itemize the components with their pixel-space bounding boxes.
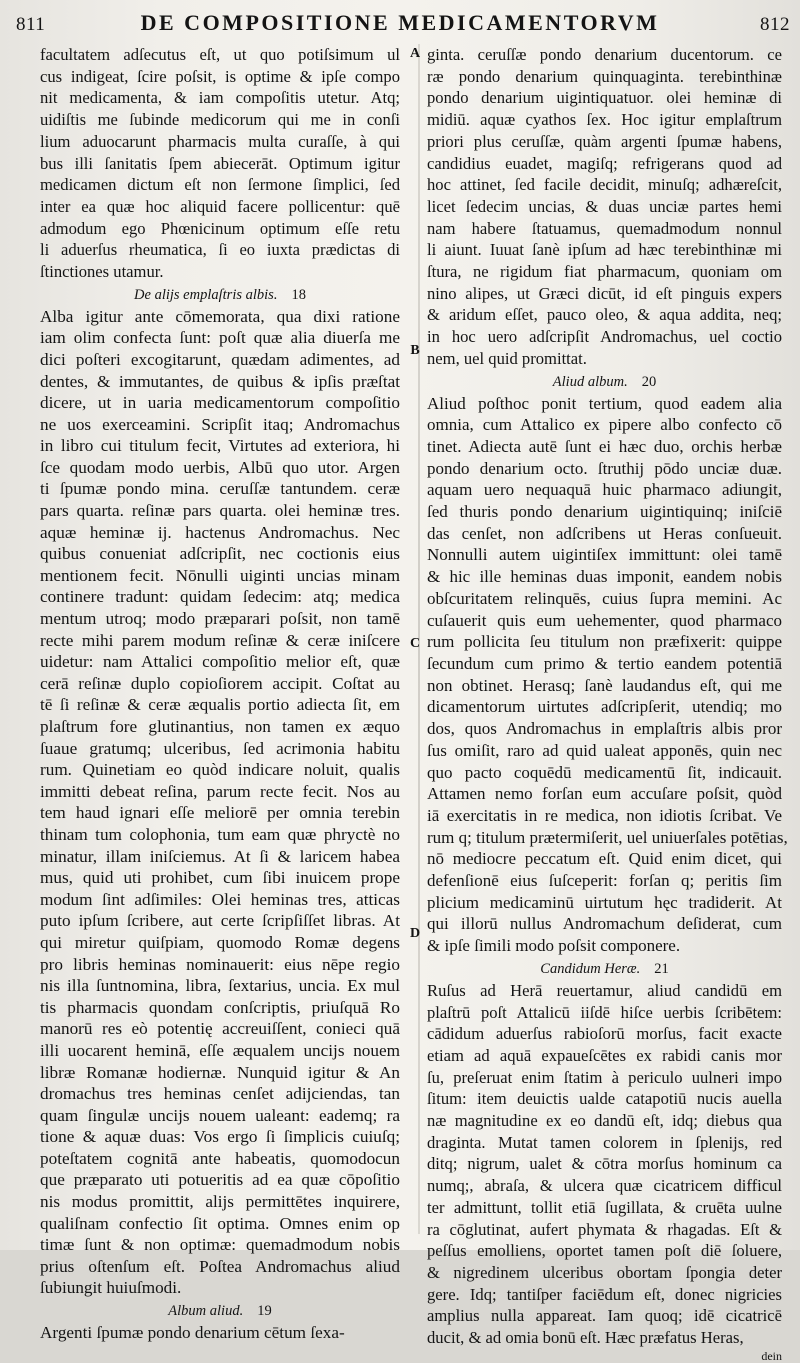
text-line: priori plus ceruſſæ, quàm argenti ſpumæ habens, [427, 131, 782, 151]
text-line: ſu, preſeruat enim ſtatim à periculo uulneri impo [427, 1067, 782, 1087]
text-line: ginta. ceruſſæ pondo denarium ducentorum. ce [427, 45, 782, 64]
text-line: ſuaue gratumq; ulceribus, ſed acrimonia habitu [40, 738, 400, 758]
text-line: plicium medicaminū uirtutum hęc tradiderit. At [427, 892, 782, 912]
text-line: puto ipſum ſcribere, aut certe ſcripſiſſet libras. At [40, 911, 400, 931]
text-line: amplius nulla appareat. Iam quoq; idē cicatricē [427, 1306, 782, 1326]
text-line: dici poſteri excogitarunt, quædam adimentes, ad [40, 349, 400, 369]
text-line: tem haud ignari eſſe meliorē per omnia terebin [40, 803, 400, 823]
text-line: næ magnitudine ex eo dandū eſt, idq; diebus qua [427, 1111, 782, 1131]
text-line: ſtinctiones utamur. [40, 262, 164, 282]
text-line: iam olim confecta ſunt: poſt quæ alia diuerſa me [40, 328, 400, 348]
text-line: cus indigeat, ſcire poſsit, is optime & ipſe compo [40, 66, 400, 86]
text-line: quam ſingulæ uncijs nouem ualeant: eademq; ra [40, 1105, 400, 1125]
right-paragraph-1 [427, 44, 782, 370]
text-line: peſſus emolliens, oportet tamen poſt diē ſoluere, [427, 1241, 782, 1261]
text-line: dicamentorum uirtutes adſcripſerit, utendiq; mo [427, 697, 782, 717]
text-line: illi uocarent heminā, eſſe æqualem uncijs nouem [40, 1040, 400, 1060]
text-line: cuſauerit quis eum uehementer, quod pharmaco [427, 610, 782, 630]
margin-letter-a: A [409, 46, 421, 61]
section-number: 20 [641, 373, 657, 390]
text-line: medicamen dictum eſt non ſermone ſimplici, ſed [40, 175, 400, 195]
text-line: ducit, & ad omia bonū eſt. Hæc præfatus Heras, [427, 1328, 744, 1348]
page-number-right: 812 [760, 14, 790, 35]
text-line: cādidum aduerſus rabioſorū morſus, facit exacte [427, 1024, 782, 1044]
text-line: lium aduocarunt pharmacis multa curaſſe, à qui [40, 131, 400, 151]
text-line: bus illi ſanitatis ſpem abiecerāt. Optimum igitur [40, 153, 400, 173]
section-title: Aliud album. [552, 373, 628, 390]
text-line: modum ſint adſimiles: Olei heminas tres, atticas [40, 889, 400, 909]
section-number: 19 [257, 1303, 272, 1320]
text-line: tione & aquæ duas: Vos ergo ſi ſimplicis cuiuſq; [40, 1127, 400, 1147]
text-line: pro libris heminas nominauerit: eius nēpe regio [40, 954, 400, 974]
text-line: uidiſtis me ſubinde medicorum qui me in conſi [40, 110, 400, 130]
text-line: rum. Quinetiam eo quòd indicare noluit, qualis [40, 760, 400, 780]
text-line: aquam uero nequaquā huic pharmaco adiungit, [427, 480, 782, 500]
text-line: ditq; nigrum, ualet & cōtra morſus hominum ca [427, 1154, 782, 1174]
text-line: immitti debeat reſina, parum recte fecit. Nos au [40, 781, 400, 801]
text-line: tē ſi reſinæ & ceræ æqualis portio adiecta ſit, em [40, 695, 400, 715]
text-line: minatur, illam iniſciemus. At ſi & laricem habea [40, 846, 400, 866]
catchword: dein [761, 1348, 782, 1363]
text-line: timæ ſunt & non optimæ: quemadmodum nobis [40, 1235, 400, 1255]
left-paragraph-3 [40, 1322, 400, 1344]
text-line: li aiunt. Iuuat ſanè ipſum ad hæc terebinthinæ mi [427, 240, 782, 260]
text-line: manorū res eò potentię accreuiſſent, conieci quā [40, 1019, 400, 1039]
section-heading-21 [427, 959, 782, 979]
left-paragraph-2 [40, 306, 400, 1299]
text-line: & hic ille heminas duas imponit, eandem nobis [427, 567, 782, 587]
text-line: nam habere ſtatuamus, quemadmodum nonnul [427, 218, 782, 238]
text-line: dromachus tres heminas cenſet adijciendas, tan [40, 1084, 400, 1104]
text-line: qui illorū nullus Andromachum deſiderat, cum [427, 914, 782, 934]
running-header [0, 8, 800, 42]
section-heading-18 [40, 285, 400, 305]
text-line: obſcuritatem relinquēs, cuius ſupra memini. Ac [427, 588, 782, 608]
text-line: plaſtrum fore glutinantius, non tamen ex æquo [40, 717, 400, 737]
text-line: Attamen nemo forſan eum accuſare poſsit, quòd [427, 784, 782, 804]
text-line: in libro cui titulum fecit, Virtutes ad exteriora, hi [40, 436, 400, 456]
text-line: gere. Idq; tantiſper faciēdum eſt, donec nigricies [427, 1284, 782, 1304]
section-title: De alijs emplaſtris albis. [134, 286, 278, 303]
text-line: ſubiungit huiuſmodi. [40, 1278, 182, 1298]
text-line: admodum ego Phœnicinum optimum eſſe retu [40, 218, 400, 238]
text-line: & nigredinem ulceribus obortam ſpongia deter [427, 1262, 782, 1282]
text-line: rum pollicita ſeu titulum non præfixerit: quippe [427, 632, 782, 652]
right-paragraph-3 [427, 980, 782, 1349]
left-paragraph-1 [40, 44, 400, 283]
text-line: uidetur: nam Attalici compoſitio melior eſt, quæ [40, 652, 400, 672]
text-line: in hoc uero adſcripſit Andromachus, uel coctio [427, 327, 782, 347]
text-line: nis modus promittit, alijs permittētes inquirere, [40, 1192, 400, 1212]
text-line: & ipſe ſimili modo poſsit componere. [427, 936, 681, 956]
text-line: rum q; titulum prætermiſerit, uel uniuerſales potētias, [427, 827, 788, 847]
text-line: mus, quid uti prohibet, cum ſibi inuicem prope [40, 868, 400, 888]
text-line: defenſionē eius ſuſceperit: forſan q; peritis ſim [427, 871, 782, 891]
text-line: tinet. Adiecta autē ſunt ei hæc duo, orchis herbæ [427, 436, 782, 456]
text-line: Aliud poſthoc ponit tertium, quod eadem alia [427, 393, 782, 413]
text-line: pondo denarium uigintiquatuor. olei heminæ di [427, 88, 782, 108]
text-line: Nonnulli autem uigintiſex immittunt: olei tamē [427, 545, 782, 565]
text-line: cerā reſinæ duplo copioſiorem accipit. Coſtat au [40, 673, 400, 693]
text-line: qui miretur quiſpiam, quomodo Romæ degens [40, 932, 400, 952]
text-line: draginta. Mutat tamen colorem in ſplenijs, red [427, 1132, 782, 1152]
text-line: continere tradunt: quidam ſedecim: atq; medica [40, 587, 400, 607]
text-line: Ruſus ad Herā reuertamur, aliud candidū em [427, 980, 782, 1000]
left-column [40, 44, 400, 1344]
text-line: li aduerſus rheumatica, ſi eo iuxta prædictas di [40, 240, 400, 260]
text-line: dicere, ut in uaria medicamentorum compoſitio [40, 393, 400, 413]
text-line: poteſtatem cognitā ante habeatis, quomodocun [40, 1148, 400, 1168]
text-line: plaſtrū poſt Attalicū iiſdē hiſce uerbis ſcribētem: [427, 1002, 782, 1022]
text-line: & aridum eſſet, pauco oleo, & aqua addita, neq; [427, 305, 782, 325]
text-line: ti ſpumæ pondo mina. ceruſſæ tantundem. ceræ [40, 479, 400, 499]
text-line: candidius euadet, magiſq; refrigerans quod ad [427, 153, 782, 173]
text-line: libræ Romanæ hodiernæ. Nunquid igitur & An [40, 1062, 400, 1082]
text-line: aquæ heminæ ij. hactenus Andromachus. Nec [40, 522, 400, 542]
text-line: quibus conueniat adſcripſit, nec coctionis eius [40, 544, 400, 564]
text-line: ſecundum cum primo & tertio eandem potentiā [427, 653, 782, 673]
section-number: 21 [654, 960, 669, 977]
text-line: que præparato uti potueritis ad ea quæ cōpoſitio [40, 1170, 400, 1190]
text-line: ne uos exerceamini. Scripſit itaq; Andromachus [40, 414, 400, 434]
text-line: ræ pondo denarium quinquaginta. terebinthinæ [427, 66, 782, 86]
text-line: etiam ad aquā expaueſcētes ex rabidi canis mor [427, 1045, 782, 1065]
text-line: thinam tum colophonia, tum eam quæ phryctè no [40, 824, 400, 844]
margin-letter-c: C [409, 636, 421, 651]
text-line: das cenſet, non adſcribens ut Heras conſueuit. [427, 523, 782, 543]
right-paragraph-2 [427, 393, 788, 957]
text-line: Alba igitur ante cōmemorata, qua dixi ratione [40, 306, 400, 326]
text-line: mentum utroq; modo præparari poſsit, non tamē [40, 609, 400, 629]
text-line: nino alipes, ut Græci dicūt, id eſt pinguis expers [427, 283, 782, 303]
text-line: pondo denarium octo. ſtruthij pōdo unciæ duæ. [427, 458, 782, 478]
margin-letter-b: B [410, 343, 420, 358]
text-line: ſitum: item deuictis ualde catapotiū nucis auella [427, 1089, 782, 1109]
text-line: prius oſtenſum eſt. Poſtea Andromachus aliud [40, 1256, 400, 1276]
section-title: Album aliud. [168, 1303, 244, 1320]
text-line: Argenti ſpumæ pondo denarium cētum ſexa- [40, 1323, 345, 1343]
text-line: ſed thuris pondo denarium uigintiquinq; iniſciē [427, 502, 782, 522]
section-heading-20 [427, 372, 782, 392]
text-line: mentionem fecit. Nōnulli uiginti uncias minam [40, 565, 400, 585]
section-title: Candidum Heræ. [540, 960, 641, 977]
text-line: nō mediocre peccatum eſt. Quid enim dicet, qui [427, 849, 782, 869]
text-line: midiū. aquæ cyathos ſex. Hoc igitur emplaſtrum [427, 110, 782, 130]
text-line: nem, uel quid promittat. [427, 348, 587, 368]
page-number-left: 811 [16, 14, 46, 35]
text-line: pars quarta. reſinæ pars quarta. olei heminæ tres. [40, 501, 400, 521]
section-heading-19 [40, 1301, 400, 1321]
text-line: numq;, abraſa, & ulcera quæ cicatricem difficul [427, 1176, 782, 1196]
text-line: hoc attinet, ſed facile decidit, minuſq; adhæreſcit, [427, 175, 782, 195]
running-title: DE COMPOSITIONE MEDICAMENTORVM [140, 10, 660, 35]
text-line: ter admittunt, tollit etiā ſugillata, & cruēta uulne [427, 1197, 782, 1217]
right-column [427, 44, 788, 1363]
text-line: facultatem adſecutus eſt, ut quo potiſsimum ul [40, 45, 400, 64]
text-line: dos, quos Andromachus in emplaſtris albis pror [427, 719, 782, 739]
text-line: ra cōglutinat, aufert phymata & rhagadas. Eſt & [427, 1219, 782, 1239]
text-line: ſus omiſit, raro ad quid ualeat apponēs, quin nec [427, 740, 782, 760]
margin-letter-d: D [409, 926, 421, 941]
text-line: ſtura, ne rigidum fiat pharmacum, quoniam om [427, 262, 782, 282]
text-line: licet ſedecim uncias, & duas unciæ partes hemi [427, 196, 782, 216]
text-line: inter ea quæ hoc aliquid facere pollicentur: quē [40, 196, 400, 216]
text-line: non obtinet. Herasq; ſanè laudandus eſt, qui me [427, 675, 782, 695]
text-line: nit medicamenta, & iam compoſitis utetur. Atq; [40, 88, 400, 108]
text-line: qualiſnam confectio ſit optima. Omnes enim op [40, 1213, 400, 1233]
text-line: iā exercitatis in re medica, non idiotis ſcribat. Ve [427, 805, 782, 825]
text-line: recte mihi parem modum reſinæ & ceræ iniſcere [40, 630, 400, 650]
text-line: quo pacto coquēdū medicamentū ſit, indicauit. [427, 762, 782, 782]
text-line: ſce quodam modo uerbis, Albū quo utor. Argen [40, 457, 400, 477]
text-line: nis illa ſuntnomina, libra, ſextarius, uncia. Ex mul [40, 976, 400, 996]
section-number: 18 [291, 286, 306, 303]
text-line: dentes, & immutantes, de quibus & ipſis præſtat [40, 371, 400, 391]
text-line: tis pharmacis quondam conſcriptis, priuſquā Ro [40, 997, 400, 1017]
text-line: omnia, cum Attalico ex pipere albo confecto cō [427, 415, 782, 435]
